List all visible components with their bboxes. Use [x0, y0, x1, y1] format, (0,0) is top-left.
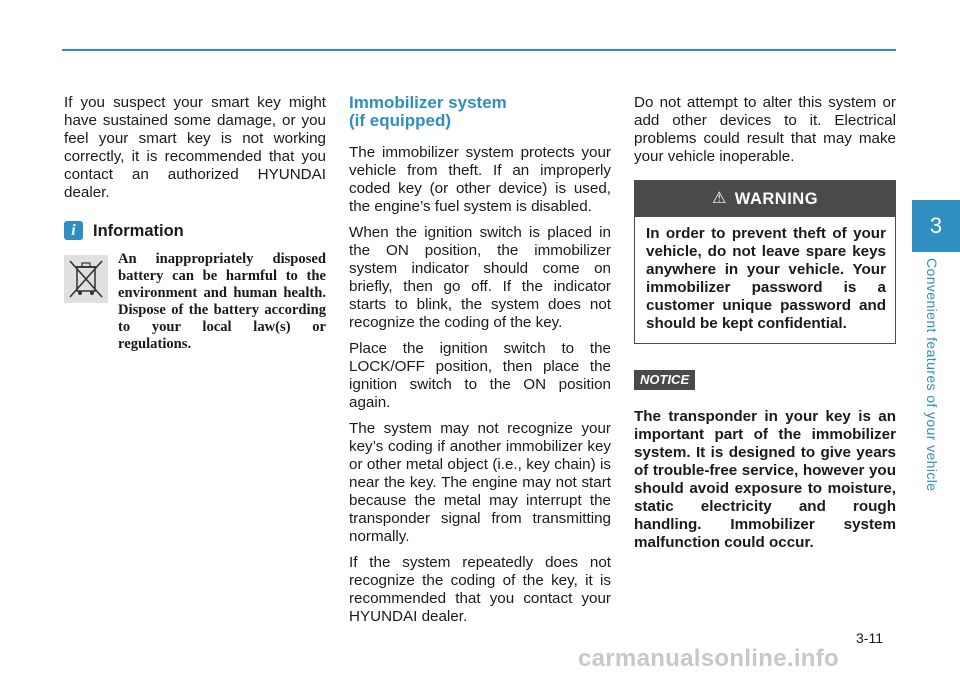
watermark: carmanualsonline.info — [578, 645, 840, 672]
column-left — [64, 94, 326, 353]
information-body — [64, 251, 326, 353]
immobilizer-para-2: When the ignition switch is placed in the ON position, the immobilizer system indicator should come on briefly, then go off. If the indicator starts to blink, the system does not recognize the coding of the key. — [349, 224, 611, 331]
warning-header — [635, 181, 895, 217]
header-rule — [62, 49, 896, 51]
notice-text: The transponder in your key is an important part of the immobilizer system. It is designed to give years of trouble-free service, however you should avoid exposure to moisture, static electricity and rough handling. Immobilizer system malfunction could occur. — [634, 408, 896, 551]
chapter-tab: 3 — [912, 200, 960, 252]
warning-text: In order to prevent theft of your vehicle, do not leave spare keys anywhere in your vehicle. Your immobilizer password is a customer unique password and should be kept confidential. — [646, 225, 886, 332]
immobilizer-section-title — [349, 94, 611, 130]
immobilizer-para-5: If the system repeatedly does not recognize the coding of the key, it is recommended that you contact your HYUNDAI dealer. — [349, 554, 611, 625]
warning-box — [634, 180, 896, 344]
page-number: 3-11 — [856, 630, 883, 646]
immobilizer-para-3: Place the ignition switch to the LOCK/OFF position, then place the ignition switch to the ON position again. — [349, 340, 611, 411]
column-right — [634, 94, 896, 552]
title-line-1: Immobilizer system — [349, 93, 507, 112]
immobilizer-para-1: The immobilizer system protects your vehicle from theft. If an improperly coded key (or other device) is used, the engine’s fuel system is disabled. — [349, 144, 611, 215]
column-middle — [349, 94, 611, 634]
warning-triangle-icon: ⚠ — [711, 190, 727, 207]
information-title: Information — [93, 221, 184, 240]
battery-disposal-text: An inappropriately disposed battery can be harmful to the environment and human health. Dispose of the battery according to your local law(s) or regulations. — [118, 251, 326, 352]
info-icon: i — [64, 221, 83, 240]
crossed-out-bin-icon — [64, 255, 108, 303]
notice-badge: NOTICE — [634, 370, 695, 390]
smart-key-paragraph: If you suspect your smart key might have sustained some damage, or you feel your smart key is not working correctly, it is recommended that you contact an authorized HYUNDAI dealer. — [64, 94, 326, 201]
title-line-2: (if equipped) — [349, 111, 451, 130]
chapter-title: Convenient features of your vehicle — [924, 258, 940, 492]
alteration-paragraph: Do not attempt to alter this system or add other devices to it. Electrical problems could result that may make your vehicle inoperable. — [634, 94, 896, 165]
warning-label: WARNING — [734, 190, 819, 208]
immobilizer-para-4: The system may not recognize your key’s coding if another immobilizer key or other metal object (i.e., key chain) is near the key. The engine may not start because the metal may interrupt the transponder signal from transmitting normally. — [349, 420, 611, 545]
information-heading — [64, 221, 326, 240]
